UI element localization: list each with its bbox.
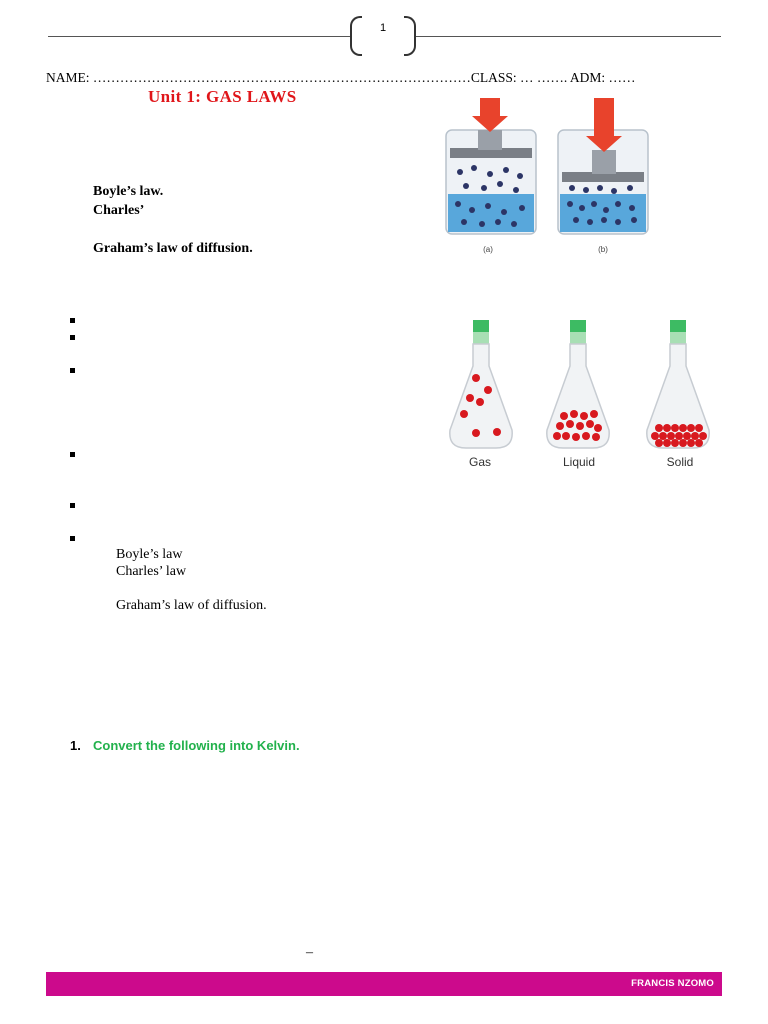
bold-law-graham: Graham’s law of diffusion. <box>93 241 253 256</box>
page-title: Unit 1: GAS LAWS <box>148 87 297 106</box>
footer-bar <box>46 972 722 996</box>
plain-law-charles: Charles’ law <box>116 564 187 579</box>
question-number: 1. <box>70 738 81 753</box>
question-text: Convert the following into Kelvin. <box>93 738 300 753</box>
label-solid: Solid <box>666 455 694 469</box>
stray-dash: – <box>306 945 313 960</box>
student-info-line: NAME: …………………………………………………………………………CLASS: … ……. ADM: …… <box>46 70 636 85</box>
piston-compression-figure <box>438 92 658 262</box>
header-rule-left <box>48 36 350 37</box>
page-number: 1 <box>379 22 387 34</box>
flask-gas <box>450 320 512 448</box>
bullet-6 <box>70 536 75 541</box>
piston-label-b: (b) <box>598 245 608 254</box>
plain-law-boyle: Boyle’s law <box>116 547 183 562</box>
bullet-5 <box>70 503 75 508</box>
bullet-4 <box>70 452 75 457</box>
flask-solid <box>647 320 709 448</box>
bold-law-boyle: Boyle’s law. <box>93 184 164 199</box>
plain-law-graham: Graham’s law of diffusion. <box>116 598 267 613</box>
flask-liquid <box>547 320 609 448</box>
footer-author: FRANCIS NZOMO <box>631 978 714 989</box>
bullet-3 <box>70 368 75 373</box>
bold-law-charles: Charles’ <box>93 203 145 218</box>
piston-label-a: (a) <box>483 245 493 254</box>
label-liquid: Liquid <box>562 455 596 469</box>
bullet-1 <box>70 318 75 323</box>
states-of-matter-figure <box>440 316 720 476</box>
header-rule-right <box>416 36 721 37</box>
page-number-box <box>350 16 416 54</box>
bullet-2 <box>70 335 75 340</box>
label-gas: Gas <box>468 455 492 469</box>
